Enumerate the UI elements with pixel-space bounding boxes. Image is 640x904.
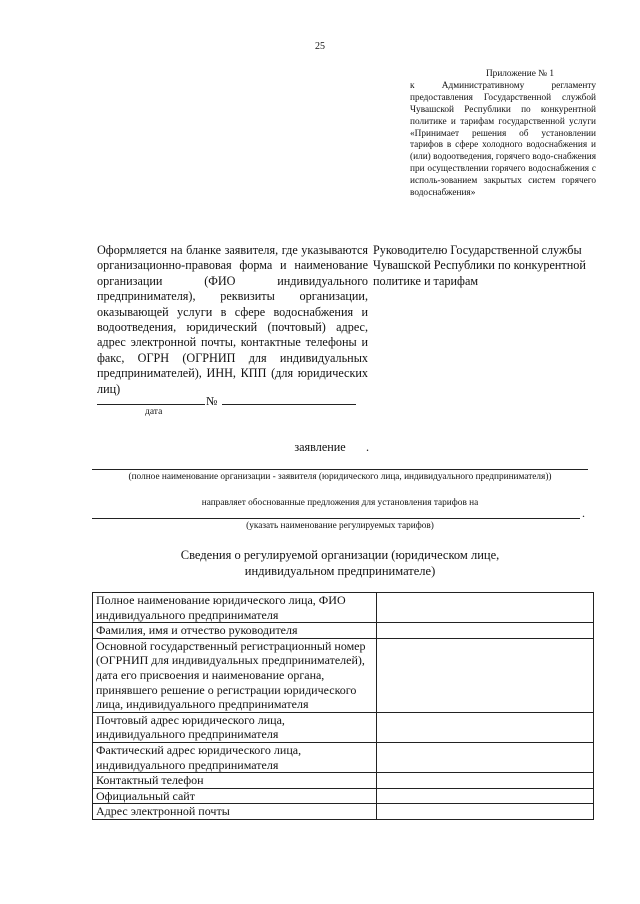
row-label: Полное наименование юридического лица, ФИО индивидуального предпринимателя [93, 593, 377, 623]
tariff-name-line[interactable] [92, 518, 580, 519]
row-value[interactable] [377, 742, 594, 772]
row-label: Адрес электронной почты [93, 804, 377, 820]
statement-title: заявление [294, 440, 346, 454]
row-label: Контактный телефон [93, 773, 377, 789]
tariff-name-caption: (указать наименование регулируемых тарифов) [246, 521, 434, 531]
sends-proposals-text: направляет обоснованные предложения для установления тарифов на [201, 498, 479, 508]
row-value[interactable] [377, 638, 594, 712]
table-row [93, 593, 594, 623]
table-row [93, 788, 594, 804]
number-line[interactable] [222, 404, 356, 405]
table-row [93, 804, 594, 820]
page-number: 25 [315, 41, 325, 52]
row-value[interactable] [377, 773, 594, 789]
appendix-header [410, 69, 596, 200]
appendix-title: Приложение № 1 [485, 69, 555, 79]
table-row [93, 623, 594, 639]
table-row [93, 638, 594, 712]
row-value[interactable] [377, 712, 594, 742]
organization-name-line[interactable] [92, 469, 588, 470]
row-label: Фамилия, имя и отчество руководителя [93, 623, 377, 639]
row-value[interactable] [377, 804, 594, 820]
appendix-body: к Административному регламенту предоставления Государственной службой Чувашской Республики по конкурентной политике и тарифам государственной услуги «Принимает решения об установлении тарифов в сфере холодного водоснабжения и (или) водоотведения, горячего водо-снабжения при осуществлении горячего водоснабжения с исполь-зованием закрытых систем горячего водоснабжения» [410, 80, 596, 199]
organization-info-table [92, 592, 594, 820]
row-value[interactable] [377, 623, 594, 639]
row-value[interactable] [377, 593, 594, 623]
table-row [93, 773, 594, 789]
row-label: Фактический адрес юридического лица, индивидуального предпринимателя [93, 742, 377, 772]
row-value[interactable] [377, 788, 594, 804]
tariff-line-dot: . [582, 506, 585, 520]
applicant-letterhead-note: Оформляется на бланке заявителя, где указываются организационно-правовая форма и наименование организации (ФИО индивидуального предпринимателя), реквизиты организации, оказывающей услуги в сфере водоснабжения и водоотведения, юридический (почтовый) адрес, адрес электронной почты, контактные телефоны и факс, ОГРН (ОГРНИП для индивидуальных предпринимателей), ИНН, КПП (для юридических лиц) [97, 243, 368, 396]
organization-name-caption: (полное наименование организации - заявителя (юридического лица, индивидуального предпринимателя)) [128, 472, 552, 482]
addressee: Руководителю Государственной службы Чувашской Республики по конкурентной политике и тарифам [373, 243, 586, 288]
row-label: Основной государственный регистрационный номер (ОГРНИП для индивидуальных предпринимателей), дата его присвоения и наименование органа, принявшего решение о регистрации юридического лица, индивидуального предпринимателя [93, 638, 377, 712]
section-title: Сведения о регулируемой организации (юридическом лице, индивидуальном предпринимателе) [180, 548, 500, 578]
statement-dot: . [366, 440, 370, 454]
table-row [93, 712, 594, 742]
number-sign: № [206, 394, 218, 408]
row-label: Официальный сайт [93, 788, 377, 804]
row-label: Почтовый адрес юридического лица, индивидуального предпринимателя [93, 712, 377, 742]
table-row [93, 742, 594, 772]
date-label: дата [145, 407, 163, 417]
date-line[interactable] [97, 404, 205, 405]
